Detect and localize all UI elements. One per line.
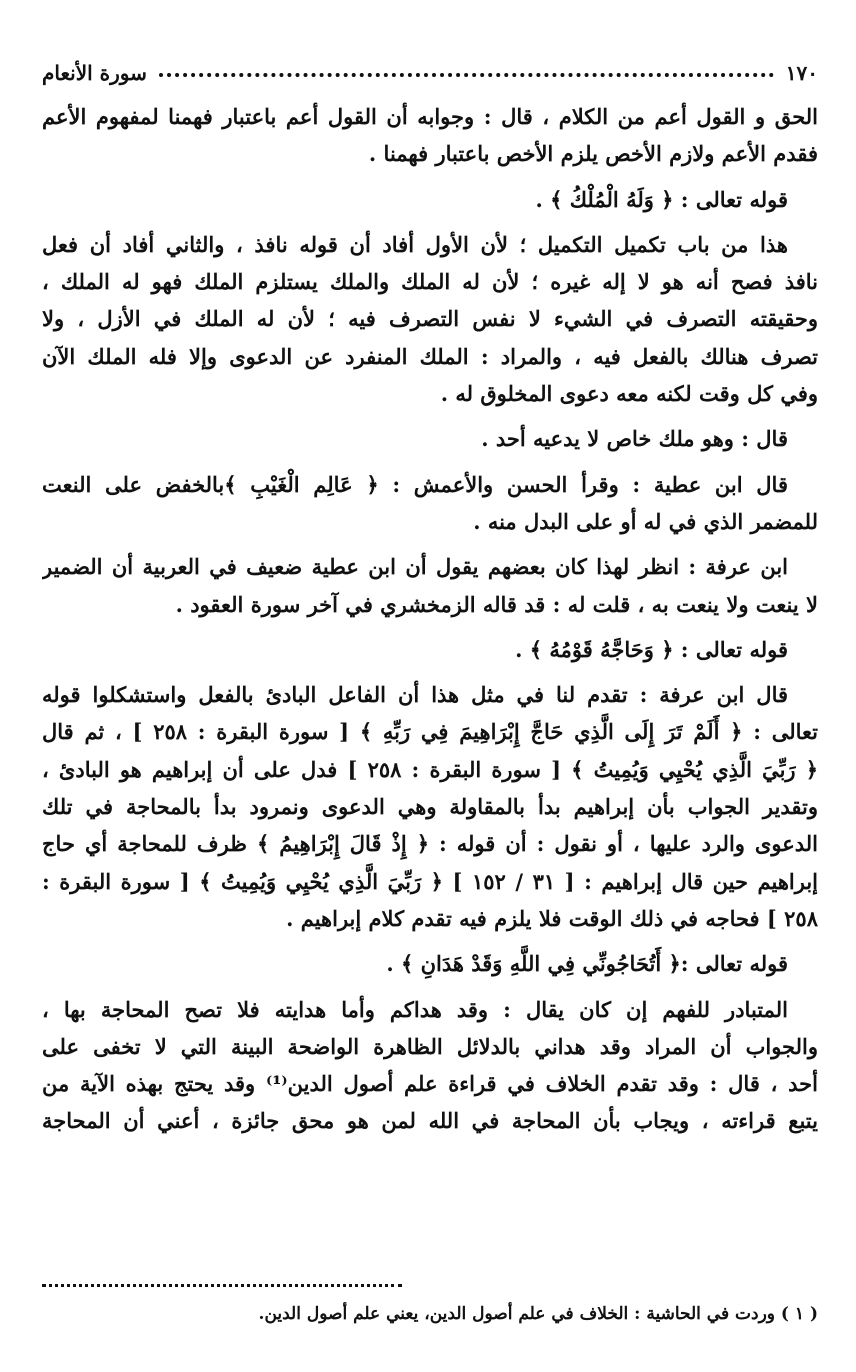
paragraph-gap — [42, 218, 818, 226]
paragraph-gap — [42, 983, 818, 991]
footnote: ( ١ ) وردت في الحاشية : الخلاف في علم أصول الدين، يعني علم أصول الدين. — [258, 1304, 818, 1324]
verse-heading: قوله تعالى : ﴿ وَلَهُ الْمُلْكُ ﴾ . — [535, 186, 788, 212]
paragraph-gap — [42, 623, 818, 631]
verse-heading: قوله تعالى : ﴿ وَحَاجَّهُ قَوْمُهُ ﴾ . — [515, 636, 788, 662]
text-line: يتبع قراءته ، ويجاب بأن المحاجة في الله لمن هو محق جائزة ، أعني أن المحاجة — [42, 1108, 818, 1134]
header-dotted-rule — [159, 73, 774, 77]
text-line: تصرف هنالك بالفعل فيه ، والمراد : الملك المنفرد عن الدعوى وإلا فله الملك الآن — [42, 343, 818, 369]
paragraph-gap — [42, 173, 818, 181]
verse-heading: قوله تعالى :﴿ أَتُحَاجُونِّي فِي اللَّهِ وَقَدْ هَدَانِ ﴾ . — [386, 951, 788, 977]
text-line: للمضمر الذي في له أو على البدل منه . — [473, 508, 818, 534]
text-line: إبراهيم حين قال إبراهيم : [ ٣١ / ١٥٢ ] ﴿ رَبِّيَ الَّذِي يُحْيِي وَيُمِيتُ ﴾ [ سورة البقرة : — [42, 868, 818, 894]
text-line: وتقدير الجواب بأن إبراهيم بدأ بالمقاولة وهي الدعوى ونمرود بدأ بالمحاجة في تلك — [42, 794, 818, 820]
text-line: فقدم الأعم ولازم الأخص يلزم الأخص باعتبار فهمنا . — [368, 141, 818, 167]
text-line: نافذ فصح أنه هو لا إله غيره ؛ لأن له الملك والملك يستلزم الملك فهو له الملك ، — [42, 269, 818, 295]
text-line: هذا من باب تكميل التكميل ؛ لأن الأول أفاد أن قوله نافذ ، والثاني أفاد أن فعل — [42, 231, 788, 257]
paragraph-gap — [42, 540, 818, 548]
text-line: قال : وهو ملك خاص لا يدعيه أحد . — [481, 426, 788, 452]
paragraph-gap — [42, 668, 818, 676]
paragraph-gap — [42, 937, 818, 945]
text-line: قال ابن عطية : وقرأ الحسن والأعمش : ﴿ عَالِم الْغَيْبِ ﴾بالخفض على النعت — [42, 471, 788, 497]
text-line: قال ابن عرفة : تقدم لنا في مثل هذا أن الفاعل البادئ بالفعل واستشكلوا قوله — [42, 682, 788, 708]
surah-title: سورة الأنعام — [42, 61, 147, 85]
text-line: الدعوى والرد عليها ، أو نقول : أن قوله : ﴿ إِذْ قَالَ إِبْرَاهِيمُ ﴾ ظرف للمحاجة أي حاج — [42, 831, 818, 857]
paragraph-gap — [42, 458, 818, 466]
text-line: لا ينعت ولا ينعت به ، قلت له : قد قاله الزمخشري في آخر سورة العقود . — [175, 591, 818, 617]
text-line: وحقيقته التصرف في الشيء لا نفس التصرف فيه ؛ لأن له الملك في الأزل ، ولا — [42, 306, 818, 332]
text-line: ﴿ رَبِّيَ الَّذِي يُحْيِي وَيُمِيتُ ﴾ [ سورة البقرة : ٢٥٨ ] فدل على أن إبراهيم هو البادئ ، — [42, 756, 818, 782]
text-line: أحد ، قال : وقد تقدم الخلاف في قراءة علم أصول الدين⁽¹⁾ وقد يحتج بهذه الآية من — [42, 1071, 818, 1097]
footnote-dotted-rule — [42, 1284, 402, 1287]
text-line: والجواب أن المراد وقد هداني بالدلائل الظاهرة الواضحة البينة التي لا تخفى على — [42, 1033, 818, 1059]
page-body — [42, 98, 818, 1140]
text-line: وفي كل وقت لكنه معه دعوى المخلوق له . — [440, 381, 818, 407]
text-line: الحق و القول أعم من الكلام ، قال : وجوابه أن القول أعم باعتبار فهمنا لمفهوم الأعم — [42, 104, 818, 129]
page-number: ١٧٠ — [785, 61, 818, 85]
paragraph-gap — [42, 412, 818, 420]
text-line: المتبادر للفهم إن كان يقال : وقد هداكم وأما هدايته فلا تصح المحاجة بها ، — [42, 996, 788, 1022]
text-line: ابن عرفة : انظر لهذا كان بعضهم يقول أن ابن عطية ضعيف في العربية أن الضمير — [42, 554, 788, 580]
page-header — [42, 56, 818, 90]
text-line: تعالى : ﴿ أَلَمْ تَرَ إِلَى الَّذِي حَاجَّ إِبْرَاهِيمَ فِي رَبِّهِ ﴾ [ سورة البقرة : ٢٥٨ ] ، ثم قال — [42, 719, 818, 745]
text-line: ٢٥٨ ] فحاجه في ذلك الوقت فلا يلزم فيه تقدم كلام إبراهيم . — [286, 905, 818, 931]
